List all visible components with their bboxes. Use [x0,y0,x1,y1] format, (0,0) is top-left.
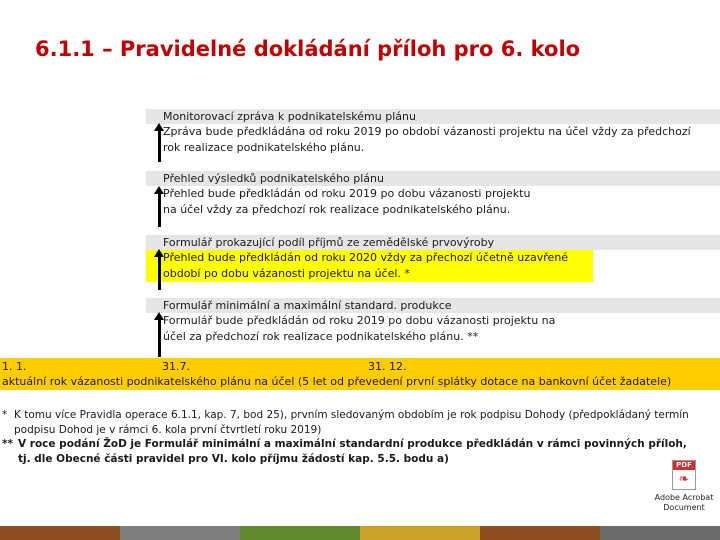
timeline-bar [0,358,720,390]
block-heading: Formulář minimální a maximální standard. produkce [146,298,720,313]
pdf-file-icon [672,460,696,490]
up-arrow-icon [158,256,161,290]
pdf-attachment[interactable] [650,460,718,513]
footnote-text: K tomu více Pravidla operace 6.1.1, kap. 7, bod 25), prvním sledovaným obdobím je rok podpisu Dohody (předpokládaný termín podpisu Dohod je v rámci 6. kola první čtvrtletí roku 2019) [14,409,689,436]
block-text: Zpráva bude předkládána od roku 2019 po období vázanosti projektu na účel vždy za předchozí rok realizace podnikatelského plánu. [163,125,691,154]
pdf-badge: PDF [673,461,695,470]
block-text: Přehled bude předkládán od roku 2019 po dobu vázanosti projektu na účel vždy za předchozí rok realizace podnikatelského plánu. [163,187,531,216]
report-block-monitoring [146,109,720,156]
attachment-label: Adobe Acrobat Document [654,493,714,512]
footer-segment [360,526,480,540]
block-text: Formulář bude předkládán od roku 2019 po dobu vázanosti projektu na účel za předchozí rok realizace podnikatelského plánu. ** [163,314,556,343]
up-arrow-icon [158,193,161,227]
footer-color-band [0,526,720,540]
block-heading: Přehled výsledků podnikatelského plánu [146,171,720,186]
report-block-income-share [146,235,720,282]
up-arrow-icon [158,130,161,162]
block-heading: Formulář prokazující podíl příjmů ze zemědělské prvovýroby [146,235,720,250]
up-arrow-icon [158,319,161,357]
footnote-marker: * [2,409,8,421]
report-block-standard-production [146,298,720,345]
report-block-results [146,171,720,218]
block-text-highlighted: Přehled bude předkládán od roku 2020 vždy za přechozí účetně uzavřené období po dobu vázanosti projektu na účel. * [146,250,593,282]
footer-segment [480,526,600,540]
footnote [2,437,702,466]
acrobat-logo-icon: ❧ [678,472,690,487]
footer-segment [600,526,720,540]
timeline-caption: aktuální rok vázanosti podnikatelského plánu na účel (5 let od převedení první splátky dotace na bankovní účet žadatele) [2,375,672,388]
page-title: 6.1.1 – Pravidelné dokládání příloh pro 6. kolo [35,37,581,61]
footer-segment [240,526,360,540]
timeline-end: 31. 12. [368,360,407,373]
footer-segment [120,526,240,540]
block-heading: Monitorovací zpráva k podnikatelskému plánu [146,109,720,124]
timeline-mid: 31.7. [162,360,190,373]
footer-segment [0,526,120,540]
footnotes [2,408,702,466]
timeline-start: 1. 1. [2,360,27,373]
footnote-marker: ** [2,438,13,450]
footnote-text: V roce podání ŽoD je Formulář minimální a maximální standardní produkce předkládán v rámci povinných příloh, tj. dle Obecné části pravidel pro VI. kolo příjmu žádostí kap. 5.5. bodu a) [18,438,687,465]
footnote [2,408,702,437]
